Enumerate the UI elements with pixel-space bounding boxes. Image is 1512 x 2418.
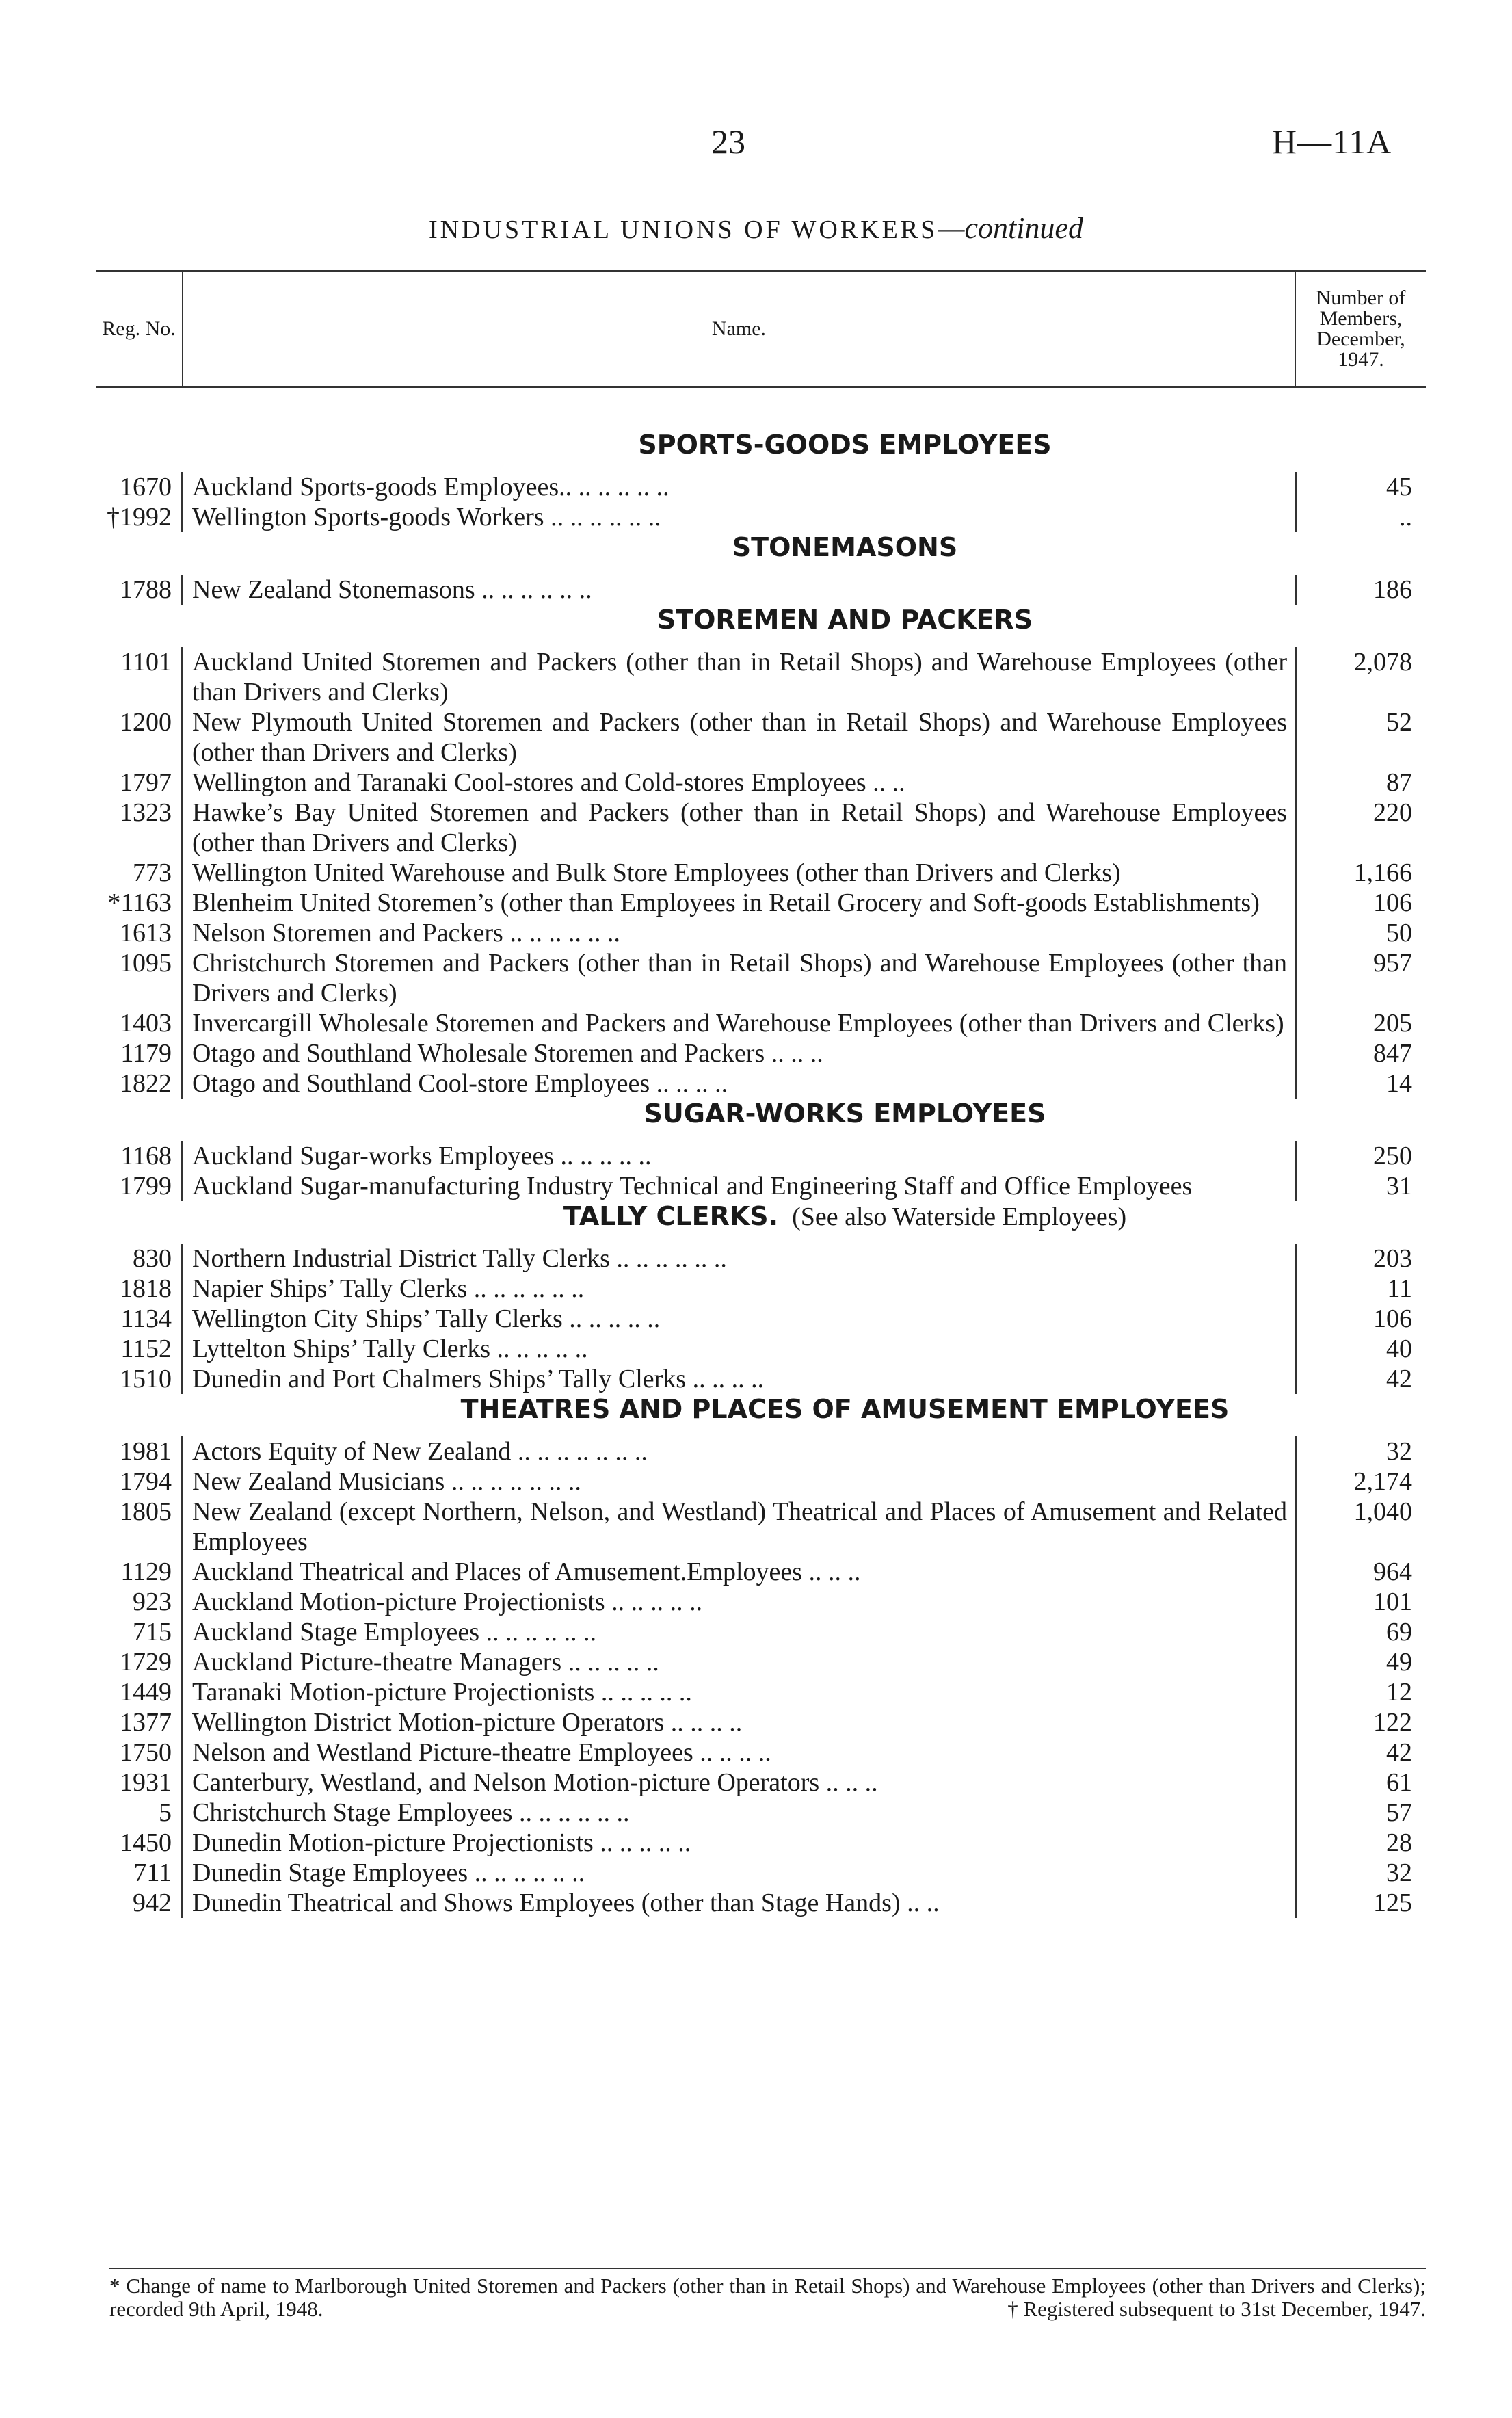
section-heading <box>182 430 1426 472</box>
table-row <box>96 1677 1426 1707</box>
reg-number: 1981 <box>96 1436 182 1467</box>
union-name: Lyttelton Ships’ Tally Clerks .. .. .. .. .. <box>182 1334 1296 1364</box>
column-header <box>96 270 1426 388</box>
reg-number: 1179 <box>96 1038 182 1068</box>
table-row <box>96 1828 1426 1858</box>
member-count: 45 <box>1386 473 1412 501</box>
union-name: Otago and Southland Cool-store Employees .. .. .. .. <box>182 1068 1296 1099</box>
table-row <box>96 1888 1426 1918</box>
member-count: 49 <box>1386 1648 1412 1677</box>
union-name: Auckland Sports-goods Employees.. .. .. .. .. .. <box>182 472 1296 502</box>
union-name: Hawke’s Bay United Storemen and Packers (other than in Retail Shops) and Warehouse Employees (other than Drivers and Clerks) <box>182 798 1296 858</box>
reg-number: 1794 <box>96 1467 182 1497</box>
section-title: STONEMASONS <box>732 532 958 562</box>
union-name: Auckland Sugar-works Employees .. .. .. .. .. <box>182 1141 1296 1171</box>
union-name: Wellington United Warehouse and Bulk Store Employees (other than Drivers and Clerks) <box>182 858 1296 888</box>
member-count: 32 <box>1386 1437 1412 1466</box>
table-row <box>96 1068 1426 1099</box>
union-name: Actors Equity of New Zealand .. .. .. .. .. .. .. <box>182 1436 1296 1467</box>
table-row <box>96 1587 1426 1617</box>
table-row <box>96 502 1426 532</box>
section-heading <box>182 1201 1426 1244</box>
document-reference: H—11A <box>1272 122 1392 161</box>
reg-number: 1799 <box>96 1171 182 1201</box>
table-row <box>96 1647 1426 1677</box>
union-name: Wellington Sports-goods Workers .. .. .. .. .. .. <box>182 502 1296 532</box>
reg-number: †1992 <box>96 502 182 532</box>
reg-number: 1134 <box>96 1304 182 1334</box>
reg-number: 5 <box>96 1798 182 1828</box>
member-count: 28 <box>1386 1828 1412 1857</box>
union-name: Taranaki Motion-picture Projectionists .. .. .. .. .. <box>182 1677 1296 1707</box>
table-row <box>96 1497 1426 1557</box>
member-count: 40 <box>1386 1335 1412 1363</box>
section-heading-row <box>96 605 1426 647</box>
table-row <box>96 647 1426 707</box>
reg-number: 1403 <box>96 1008 182 1038</box>
member-count: 964 <box>1373 1558 1412 1586</box>
union-name: Otago and Southland Wholesale Storemen and Packers .. .. .. <box>182 1038 1296 1068</box>
section-heading <box>182 1394 1426 1436</box>
table-row <box>96 1467 1426 1497</box>
union-name: Auckland Motion-picture Projectionists .. .. .. .. .. <box>182 1587 1296 1617</box>
member-count: 205 <box>1373 1009 1412 1038</box>
union-name: Dunedin Theatrical and Shows Employees (other than Stage Hands) .. .. <box>182 1888 1296 1918</box>
section-heading-row <box>96 430 1426 472</box>
member-count: 1,166 <box>1353 858 1412 887</box>
table-row <box>96 1038 1426 1068</box>
section-heading-row <box>96 1394 1426 1436</box>
member-count: 12 <box>1386 1678 1412 1707</box>
reg-number: 711 <box>96 1858 182 1888</box>
footnotes <box>109 2268 1426 2321</box>
member-count: 42 <box>1386 1365 1412 1393</box>
member-count: 50 <box>1386 919 1412 947</box>
member-count: 87 <box>1386 768 1412 797</box>
union-name: Auckland Sugar-manufacturing Industry Technical and Engineering Staff and Office Employees <box>182 1171 1296 1201</box>
union-name: Nelson and Westland Picture-theatre Employees .. .. .. .. <box>182 1737 1296 1767</box>
union-name: Auckland United Storemen and Packers (other than in Retail Shops) and Warehouse Employees (other than Drivers and Clerks) <box>182 647 1296 707</box>
reg-number: 1200 <box>96 707 182 767</box>
reg-number: *1163 <box>96 888 182 918</box>
reg-number: 1797 <box>96 767 182 798</box>
union-name: New Zealand (except Northern, Nelson, and Westland) Theatrical and Places of Amusement and Related Employees <box>182 1497 1296 1557</box>
member-count: 203 <box>1373 1244 1412 1273</box>
reg-number: 1129 <box>96 1557 182 1587</box>
union-name: Nelson Storemen and Packers .. .. .. .. .. .. <box>182 918 1296 948</box>
union-name: Christchurch Stage Employees .. .. .. .. .. .. <box>182 1798 1296 1828</box>
column-header-reg: Reg. No. <box>96 271 183 387</box>
table-row <box>96 1737 1426 1767</box>
table-row <box>96 858 1426 888</box>
reg-number: 1613 <box>96 918 182 948</box>
union-name: Wellington and Taranaki Cool-stores and Cold-stores Employees .. .. <box>182 767 1296 798</box>
section-title: STOREMEN AND PACKERS <box>656 605 1033 635</box>
reg-number: 1450 <box>96 1828 182 1858</box>
reg-number: 923 <box>96 1587 182 1617</box>
section-heading <box>182 532 1426 575</box>
member-count: 57 <box>1386 1798 1412 1827</box>
member-count: 61 <box>1386 1768 1412 1797</box>
reg-number: 1377 <box>96 1707 182 1737</box>
reg-number: 773 <box>96 858 182 888</box>
section-title: SUGAR-WORKS EMPLOYEES <box>644 1099 1046 1129</box>
table-row <box>96 1436 1426 1467</box>
member-count: 101 <box>1373 1588 1412 1616</box>
union-name: New Plymouth United Storemen and Packers (other than in Retail Shops) and Warehouse Employees (other than Drivers and Clerks) <box>182 707 1296 767</box>
reg-number: 1510 <box>96 1364 182 1394</box>
footnote-dagger: † Registered subsequent to 31st December, 1947. <box>1007 2297 1426 2321</box>
member-count: 125 <box>1373 1889 1412 1917</box>
union-name: Napier Ships’ Tally Clerks .. .. .. .. .. .. <box>182 1274 1296 1304</box>
section-heading-row <box>96 1201 1426 1244</box>
member-count: 32 <box>1386 1858 1412 1887</box>
table-row <box>96 948 1426 1008</box>
member-count: 11 <box>1387 1274 1412 1303</box>
member-count: 2,174 <box>1353 1467 1412 1496</box>
reg-number: 1449 <box>96 1677 182 1707</box>
table-row <box>96 472 1426 502</box>
table-row <box>96 1244 1426 1274</box>
member-count: 42 <box>1386 1738 1412 1767</box>
reg-number: 1095 <box>96 948 182 1008</box>
table-row <box>96 575 1426 605</box>
reg-number: 1323 <box>96 798 182 858</box>
table-row <box>96 1141 1426 1171</box>
table-row <box>96 767 1426 798</box>
section-heading <box>182 1099 1426 1141</box>
member-count: 1,040 <box>1353 1497 1412 1526</box>
table-row <box>96 888 1426 918</box>
reg-number: 1805 <box>96 1497 182 1557</box>
union-name: Invercargill Wholesale Storemen and Packers and Warehouse Employees (other than Drivers and Clerks) <box>182 1008 1296 1038</box>
reg-number: 1818 <box>96 1274 182 1304</box>
table-row <box>96 1557 1426 1587</box>
union-name: Auckland Stage Employees .. .. .. .. .. .. <box>182 1617 1296 1647</box>
column-header-members: Number of Members, December, 1947. <box>1316 287 1406 371</box>
table-row <box>96 1008 1426 1038</box>
running-title <box>0 211 1512 246</box>
reg-number: 1152 <box>96 1334 182 1364</box>
member-count: 122 <box>1373 1708 1412 1737</box>
running-title-text: INDUSTRIAL UNIONS OF WORKERS <box>429 215 938 244</box>
table-row <box>96 1617 1426 1647</box>
footnote-star: * Change of name to Marlborough United Storemen and Packers (other than in Retail Shops) and Warehouse Employees (other than Drivers and Clerks); recorded 9th April, 1948. <box>109 2274 1426 2321</box>
member-count: 220 <box>1373 798 1412 827</box>
section-title: TALLY CLERKS. <box>563 1201 779 1231</box>
table-row <box>96 1707 1426 1737</box>
section-heading-row <box>96 1099 1426 1141</box>
table-row <box>96 1171 1426 1201</box>
section-heading-row <box>96 532 1426 575</box>
table-row <box>96 1858 1426 1888</box>
table-row <box>96 1274 1426 1304</box>
member-count: 847 <box>1373 1039 1412 1068</box>
reg-number: 830 <box>96 1244 182 1274</box>
reg-number: 1788 <box>96 575 182 605</box>
column-header-name: Name. <box>183 271 1295 387</box>
member-count: 250 <box>1373 1142 1412 1170</box>
reg-number: 1101 <box>96 647 182 707</box>
union-name: Dunedin and Port Chalmers Ships’ Tally Clerks .. .. .. .. <box>182 1364 1296 1394</box>
member-count: 31 <box>1386 1172 1412 1200</box>
union-name: Wellington City Ships’ Tally Clerks .. .. .. .. .. <box>182 1304 1296 1334</box>
member-count: 106 <box>1373 889 1412 917</box>
union-name: Dunedin Motion-picture Projectionists .. .. .. .. .. <box>182 1828 1296 1858</box>
table-row <box>96 918 1426 948</box>
union-name: Northern Industrial District Tally Clerks .. .. .. .. .. .. <box>182 1244 1296 1274</box>
section-note: (See also Waterside Employees) <box>792 1203 1127 1231</box>
union-name: Auckland Picture-theatre Managers .. .. .. .. .. <box>182 1647 1296 1677</box>
table-row <box>96 707 1426 767</box>
member-count: 14 <box>1386 1069 1412 1098</box>
union-name: New Zealand Musicians .. .. .. .. .. .. .. <box>182 1467 1296 1497</box>
reg-number: 1168 <box>96 1141 182 1171</box>
union-name: Blenheim United Storemen’s (other than Employees in Retail Grocery and Soft-goods Establishments) <box>182 888 1296 918</box>
reg-number: 715 <box>96 1617 182 1647</box>
section-title: THEATRES AND PLACES OF AMUSEMENT EMPLOYEES <box>460 1394 1230 1424</box>
union-name: Wellington District Motion-picture Operators .. .. .. .. <box>182 1707 1296 1737</box>
union-name: Auckland Theatrical and Places of Amusement.Employees .. .. .. <box>182 1557 1296 1587</box>
reg-number: 1750 <box>96 1737 182 1767</box>
table-row <box>96 1364 1426 1394</box>
member-count: 106 <box>1373 1304 1412 1333</box>
union-name: Dunedin Stage Employees .. .. .. .. .. .. <box>182 1858 1296 1888</box>
reg-number: 1822 <box>96 1068 182 1099</box>
reg-number: 1931 <box>96 1767 182 1798</box>
member-count: .. <box>1399 503 1412 531</box>
unions-table <box>96 430 1426 1918</box>
union-name: New Zealand Stonemasons .. .. .. .. .. .. <box>182 575 1296 605</box>
section-title: SPORTS-GOODS EMPLOYEES <box>638 430 1052 460</box>
running-title-continued: —continued <box>938 211 1083 245</box>
section-heading <box>182 605 1426 647</box>
reg-number: 942 <box>96 1888 182 1918</box>
member-count: 69 <box>1386 1618 1412 1646</box>
reg-number: 1670 <box>96 472 182 502</box>
table-row <box>96 1798 1426 1828</box>
unions-table-body <box>96 430 1426 1918</box>
table-row <box>96 798 1426 858</box>
page-number: 23 <box>711 122 745 161</box>
member-count: 186 <box>1373 575 1412 604</box>
member-count: 957 <box>1373 949 1412 977</box>
member-count: 2,078 <box>1353 648 1412 676</box>
member-count: 52 <box>1386 708 1412 737</box>
table-row <box>96 1304 1426 1334</box>
table-row <box>96 1767 1426 1798</box>
reg-number: 1729 <box>96 1647 182 1677</box>
union-name: Christchurch Storemen and Packers (other than in Retail Shops) and Warehouse Employees (other than Drivers and Clerks) <box>182 948 1296 1008</box>
table-row <box>96 1334 1426 1364</box>
union-name: Canterbury, Westland, and Nelson Motion-picture Operators .. .. .. <box>182 1767 1296 1798</box>
